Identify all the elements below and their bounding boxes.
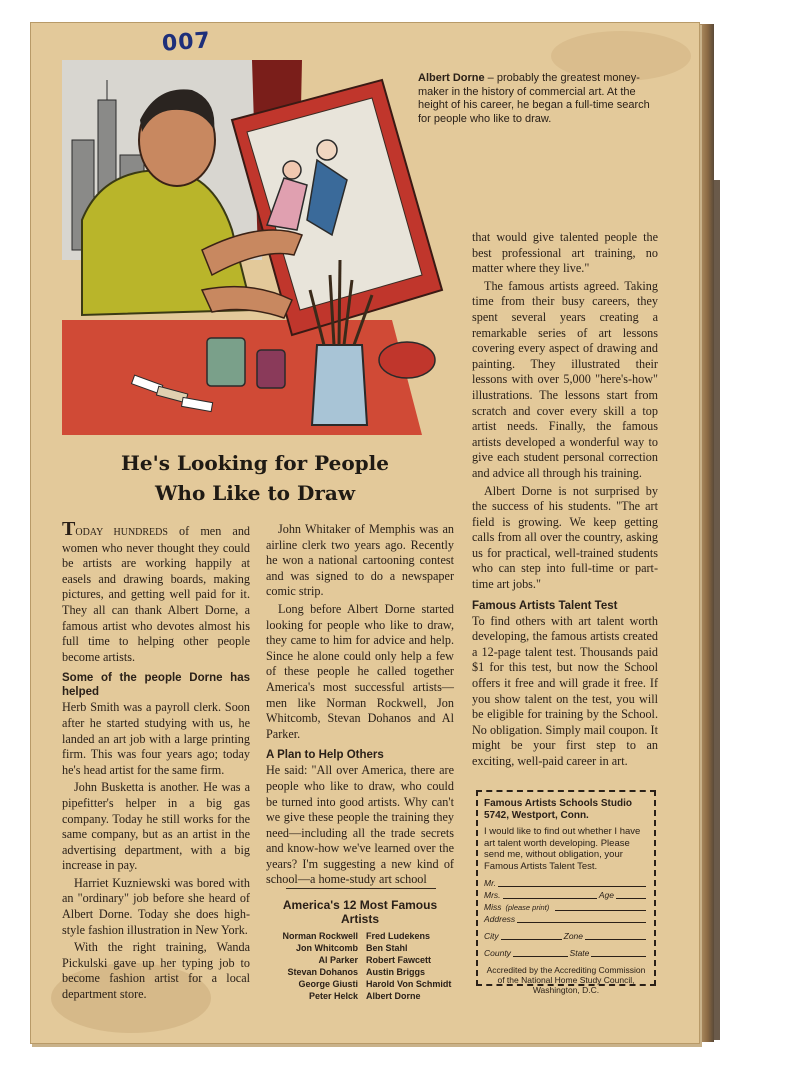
ad-headline bbox=[60, 448, 450, 508]
field-line[interactable] bbox=[503, 898, 597, 899]
artist-arm bbox=[202, 287, 292, 318]
field-label: Miss bbox=[484, 901, 502, 912]
artist-name: Ben Stahl bbox=[366, 943, 408, 953]
comic-spine bbox=[698, 24, 714, 1042]
famous-artists-list bbox=[266, 930, 462, 1002]
small-caps-lead: ODAY HUNDREDS bbox=[75, 527, 168, 538]
paragraph: He said: "All over America, there are people who like to draw, who could be turned into good artists. Why can't we give these people the training they need—including all the trade secrets and know-how we've learned over the years? I'm suggesting a new kind of school—a home-study art school bbox=[266, 763, 454, 887]
mail-coupon[interactable] bbox=[476, 790, 656, 995]
field-line[interactable] bbox=[517, 922, 646, 923]
illustration-caption bbox=[418, 72, 658, 126]
artist-name: Robert Fawcett bbox=[366, 955, 432, 965]
paragraph: The famous artists agreed. Taking time from their busy careers, they spent several years creating a remarkable series of art lessons covering every aspect of drawing and painting. They illustrated their lessons with over 5,000 "here's-how" illustrations. The lessons start from scratch and cover every skill a top artist needs. Finally, the famous artists developed a wonderful way to give each student personal correction and advice all through his training. bbox=[472, 278, 658, 480]
paragraph: Long before Albert Dorne started looking for people who like to draw, they came to him for advice and help. Since he alone could only help a few of these people he called together America's most successful artists—men like Norman Rockwell, Jon Whitcomb, Stevan Dohanos and Al Parker. bbox=[266, 601, 454, 741]
artist-name: Peter Helck bbox=[308, 991, 358, 1001]
paragraph bbox=[62, 518, 251, 665]
name-field-mrs[interactable] bbox=[484, 890, 648, 901]
handwritten-note: 007 bbox=[161, 28, 212, 57]
artist-row bbox=[266, 954, 462, 966]
field-line[interactable] bbox=[585, 939, 646, 940]
divider bbox=[286, 888, 436, 889]
headline-line-1: He's Looking for People bbox=[121, 451, 389, 475]
article-column-1 bbox=[62, 518, 251, 1005]
name-field-mr[interactable] bbox=[484, 878, 648, 889]
field-label: Mr. bbox=[484, 877, 496, 888]
caption-name: Albert Dorne bbox=[418, 72, 485, 84]
field-label: County bbox=[484, 947, 511, 958]
field-label: Mrs. bbox=[484, 889, 501, 900]
artist-name: Al Parker bbox=[318, 955, 358, 965]
paragraph-text: of men and women who never thought they could be artists are working happily at easels and drawing boards, making pictures, and getting well paid for it. They all can thank Albert Dorne, a famous artist who devotes almost his full time to helping other people become artists. bbox=[62, 524, 251, 664]
headline-line-2: Who Like to Draw bbox=[154, 481, 356, 505]
print-hint: (please print) bbox=[505, 902, 550, 912]
artist-row bbox=[266, 930, 462, 942]
field-label: Address bbox=[484, 913, 516, 924]
field-line[interactable] bbox=[591, 956, 646, 957]
city-zone-field[interactable] bbox=[484, 931, 648, 942]
artist-name: Fred Ludekens bbox=[366, 931, 431, 941]
coupon-title: Famous Artists Schools Studio 5742, Westport, Conn. bbox=[484, 798, 632, 821]
artist-row bbox=[266, 978, 462, 990]
artist-row bbox=[266, 942, 462, 954]
drop-cap: T bbox=[62, 518, 76, 540]
artist-name: George Giusti bbox=[298, 979, 358, 989]
field-line[interactable] bbox=[555, 910, 646, 911]
artist-name: Albert Dorne bbox=[366, 991, 421, 1001]
artist-illustration bbox=[62, 60, 452, 440]
artist-name: Jon Whitcomb bbox=[296, 943, 358, 953]
page-edge bbox=[714, 180, 720, 1040]
article-column-3 bbox=[472, 230, 658, 772]
subheading: Some of the people Dorne has helped bbox=[62, 672, 250, 699]
paragraph: John Whitaker of Memphis was an airline clerk two years ago. Recently he won a national cartooning contest and was signed to do a newspaper comic strip. bbox=[266, 522, 454, 599]
paragraph: John Busketta is another. He was a pipefitter's helper in a big gas company. Today he still works for the same company, but as an artist in the advertising department, with a big increase in pay. bbox=[62, 780, 250, 873]
article-column-2 bbox=[266, 522, 454, 890]
subheading: A Plan to Help Others bbox=[266, 749, 384, 762]
address-field[interactable] bbox=[484, 914, 648, 925]
field-line[interactable] bbox=[501, 939, 562, 940]
field-label: State bbox=[569, 947, 590, 958]
coupon-message: I would like to find out whether I have art talent worth developing. Please send me, without obligation, your Famous Artists Talent Test. bbox=[484, 826, 641, 872]
paragraph: Harriet Kuzniewski was bored with an "ordinary" job before she heard of Albert Dorne. Today she does high-style fashion illustration in New York. bbox=[62, 875, 250, 937]
field-line[interactable] bbox=[498, 886, 646, 887]
name-field-miss[interactable] bbox=[484, 902, 648, 913]
artist-name: Stevan Dohanos bbox=[287, 967, 358, 977]
artist-row bbox=[266, 990, 462, 1002]
paragraph: To find others with art talent worth developing, the famous artists created a 12-page talent test. Thousands paid $1 for this test, but now the School offers it free and will grade it free. If you show talent on the test, you will be eligible for training by the School. No obligation. Simply mail coupon. It might be your first step to an exciting, well-paid career in art. bbox=[472, 613, 658, 768]
famous-artists-title: America's 12 Most Famous Artists bbox=[282, 898, 438, 926]
subheading: Famous Artists Talent Test bbox=[472, 599, 618, 612]
field-line[interactable] bbox=[513, 956, 568, 957]
county-state-field[interactable] bbox=[484, 948, 648, 959]
accreditation-note: Accredited by the Accrediting Commission of the National Home Study Council, Washington, D.C. bbox=[486, 965, 646, 995]
field-label: Zone bbox=[563, 930, 584, 941]
age-field-line[interactable] bbox=[616, 898, 646, 899]
field-label: City bbox=[484, 930, 499, 941]
artist-name: Norman Rockwell bbox=[282, 931, 358, 941]
paragraph: With the right training, Wanda Pickulski gave up her typing job to become fashion artist for a local department store. bbox=[62, 940, 250, 1002]
artist-name: Harold Von Schmidt bbox=[366, 979, 452, 989]
paragraph: Albert Dorne is not surprised by the success of his students. "The art field is growing. We keep getting calls from all over the country, asking us for practical, well-trained students who can step into full-time or part-time art jobs." bbox=[472, 483, 658, 592]
artist-name: Austin Briggs bbox=[366, 967, 426, 977]
artist-row bbox=[266, 966, 462, 978]
field-label: Age bbox=[598, 889, 614, 900]
paragraph: Herb Smith was a payroll clerk. Soon after he started studying with us, he landed an art job with a large printing firm. This was four years ago; today he's head artist for the same firm. bbox=[62, 700, 250, 777]
paragraph: that would give talented people the best professional art training, no matter where they live." bbox=[472, 230, 658, 276]
caption-text: – probably the greatest money-maker in the history of commercial art. At the height of his career, he began a full-time search for people who like to draw. bbox=[418, 72, 650, 125]
